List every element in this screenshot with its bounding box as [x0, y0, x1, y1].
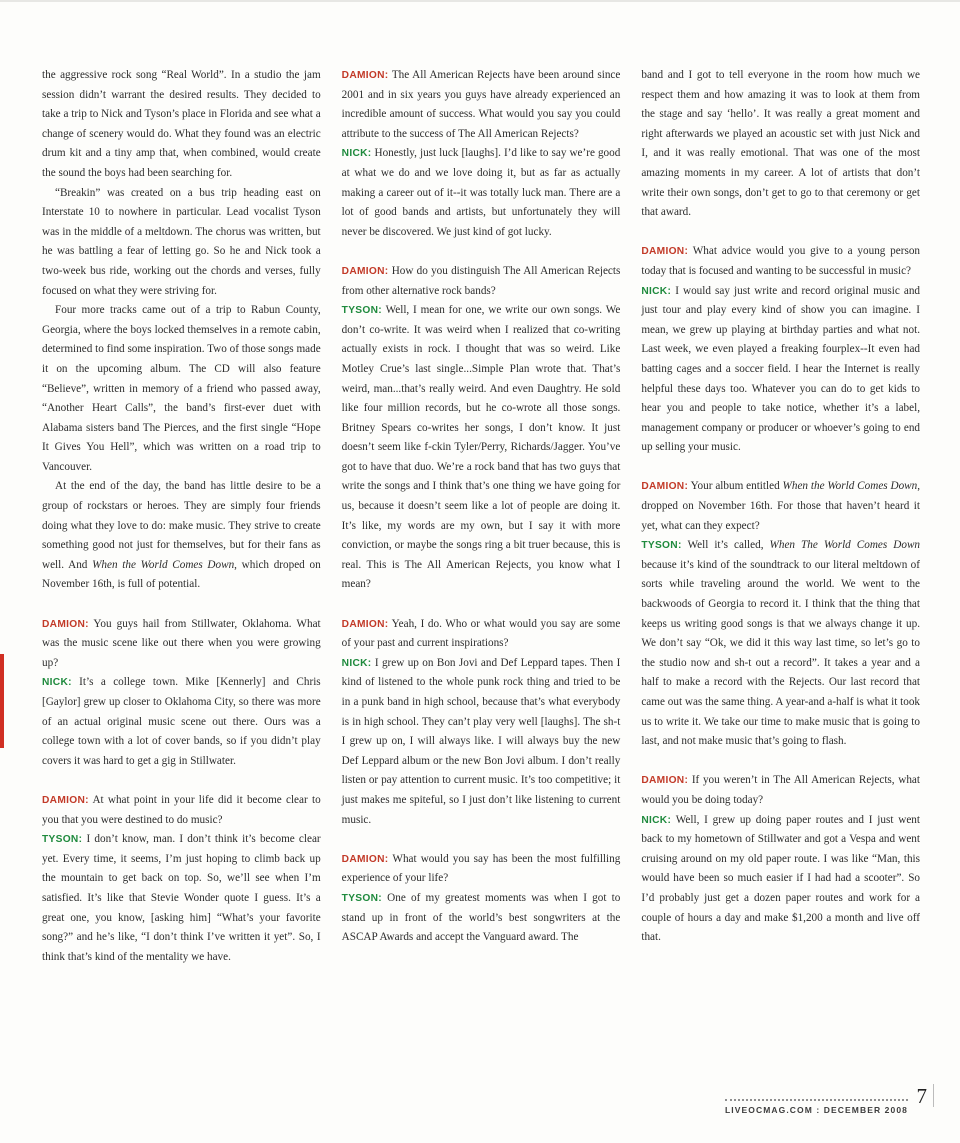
- text-segment: I don’t know, man. I don’t think it’s become clear yet. Every time, it seems, I’m just hoping to climb back up the mountain to get back on top. So, we’ll see when I’m satisfied. It’s like that Stevie Wonder quote I guess. It’s a great one, you know, [asking him] “What’s your favorite song?” and he’s like, “I don’t think I’ve written it yet”. So, I think that’s kind of the mentality we have.: [42, 833, 321, 963]
- speaker-label: DAMION:: [341, 70, 389, 81]
- speaker-label: DAMION:: [341, 265, 389, 277]
- dialogue-paragraph: [641, 282, 920, 458]
- dialogue-paragraph: [641, 536, 920, 752]
- speaker-label: NICK:: [641, 814, 672, 826]
- article-body: [42, 66, 920, 1088]
- text-segment: One of my greatest moments was when I got to stand up in front of the world’s best songwriters at the ASCAP Awards and accept the Vanguard award. The: [341, 891, 621, 944]
- speaker-label: TYSON:: [341, 892, 382, 904]
- dialogue-paragraph: [42, 615, 321, 674]
- text-segment: “Breakin” was created on a bus trip heading east on Interstate 10 to nowhere in particular. Lead vocalist Tyson was in the middle of a meltdown. The chorus was written, but he was battling a fear of letting go. So he and Nick took a two-week bus ride, working out the chords and verses, fully focused on what they were striving for.: [42, 186, 321, 297]
- text-segment: At what point in your life did it become clear to you that you were destined to do music?: [42, 793, 321, 826]
- dialogue-paragraph: [42, 673, 321, 771]
- article-column-3: [641, 66, 920, 1088]
- dialogue-paragraph: [42, 791, 321, 830]
- text-segment: At the end of the day, the band has little desire to be a group of rockstars or heroes. They are simply four friends doing what they love to do: make music. They strive to create something good not just for themselves, but for their fans as well. And: [42, 480, 321, 571]
- text-segment: band and I got to tell everyone in the room how much we respect them and how amazing it was to look at them from the stage and say ‘hello’. It was really a great moment and right afterwards we played an acoustic set with just Nick and I, and it was really emotional. That was one of the most amazing moments in my career. A lot of artists that don’t write their own songs, don’t get to go to that ceremony or get that award.: [641, 69, 920, 219]
- text-segment: because it’s kind of the soundtrack to our literal meltdown of sorts while traveling around the world. We went to the backwoods of Georgia to record it. I think that the thing that keeps us writing good songs is that we always change it up. We don’t say “Ok, we did it this way last time, so let’s go to the studio now and sh-t out a record”. It takes a year and a half to make a record with the Rejects. Our last record that came out was the same thing. A year-and a-half is what it took us to write it. We take our time to make music that is going to last, and not make music that’s going to flash.: [641, 558, 920, 748]
- article-column-2: [342, 66, 621, 1088]
- text-segment: Well it’s called,: [681, 539, 770, 552]
- speaker-label: DAMION:: [42, 794, 89, 806]
- dialogue-paragraph: [342, 262, 621, 301]
- text-segment: I grew up on Bon Jovi and Def Leppard tapes. Then I kind of listened to the whole punk rock thing and tried to be in a punk band in high school, because that’s what everybody is in high school. They can’t play very well [laughs]. The sh-t I grew up on, I will always like. I will always buy the new Def Leppard album or the new Bon Jovi album. I don’t really listen or pay attention to current music. It’s too competitive; it just makes me spiteful, so I just don’t like listening to current music.: [341, 656, 621, 826]
- text-segment: Four more tracks came out of a trip to Rabun County, Georgia, where the boys locked themselves in a remote cabin, determined to find some inspiration. Two of those songs made it on the upcoming album. The CD will also feature “Believe”, written in memory of a friend who passed away, “Another Heart Calls”, the band’s first-ever duet with Alabama sisters band The Pierces, and the first single “Hope It Gives You Hell”, which was written on a road trip to Vancouver.: [42, 304, 321, 473]
- text-segment: When the World Comes Down: [782, 480, 918, 493]
- dialogue-paragraph: [641, 771, 920, 810]
- text-segment: Well, I grew up doing paper routes and I just went back to my hometown of Stillwater and got a Vespa and went cruising around on my old paper route. I was like “Man, this would have been so much easier if I had had a scooter”. So I’d probably just get a dozen paper routes and work for a couple of hours a day and make $1,200 a month and live off that.: [641, 813, 920, 944]
- text-segment: What would you say has been the most fulfilling experience of your life?: [341, 852, 621, 885]
- narrative-paragraph: [641, 66, 920, 223]
- text-segment: , which droped on November 16th, is full of potential.: [42, 558, 321, 591]
- speaker-label: DAMION:: [42, 618, 89, 630]
- dialogue-paragraph: [42, 830, 321, 967]
- speaker-label: DAMION:: [641, 481, 689, 493]
- text-segment: Your album entitled: [688, 480, 783, 493]
- speaker-label: DAMION:: [341, 853, 389, 865]
- text-segment: What advice would you give to a young person today that is focused and wanting to be successful in music?: [641, 245, 920, 277]
- text-segment: , dropped on November 16th. For those that haven’t heard it yet, what can they expect?: [641, 480, 920, 532]
- narrative-paragraph: [42, 66, 321, 184]
- footer-credit: LIVEOCMAG.COM : DECEMBER 2008: [725, 1099, 908, 1115]
- article-column-1: [42, 66, 321, 1088]
- speaker-label: NICK:: [341, 148, 372, 160]
- text-segment: Well, I mean for one, we write our own songs. We don’t co-write. It was weird when I realized that co-writing actually exists in rock. I thought that was so weird. Like Motley Crue’s last single...Simple Plan wrote that. That’s weird, man...that’s really weird. And even Daughtry. He sold like four million records, but he co-wrote all those songs. Britney Spears co-writes her songs, I don’t know. It just doesn’t seem like f-ckin Tyler/Perry, Richards/Jagger. You’ve got to have that duo. We’re a rock band that has two guys that write the songs and I think that’s one thing we have going for us, because it doesn’t seem like a lot of people are doing it. It’s like, my words are my own, but I say it with more conviction, or maybe the songs ring a bit truer because, this is real. This is The All American Rejects, you know what I mean?: [341, 304, 621, 591]
- speaker-label: DAMION:: [341, 618, 389, 630]
- speaker-label: TYSON:: [341, 305, 382, 317]
- text-segment: You guys hail from Stillwater, Oklahoma. What was the music scene like out there when you were growing up?: [42, 617, 321, 669]
- text-segment: the aggressive rock song “Real World”. In a studio the jam session didn’t warrant the desired results. They decided to take a trip to Nick and Tyson’s place in Florida and see what a change of scenery would do. What they found was an electric drum kit and a tiny amp that, when combined, would create the sound the boys had been searching for.: [42, 69, 321, 179]
- page-number: 7: [916, 1084, 927, 1108]
- narrative-paragraph: [42, 301, 321, 477]
- speaker-label: NICK:: [42, 677, 72, 689]
- speaker-label: DAMION:: [641, 246, 689, 258]
- text-segment: The All American Rejects have been around since 2001 and in six years you guys have already experienced an incredible amount of success. What would you say you could attribute to the success of The All American Rejects?: [341, 69, 621, 140]
- text-segment: If you weren’t in The All American Rejects, what would you be doing today?: [641, 774, 920, 806]
- dialogue-paragraph: [342, 889, 621, 948]
- text-segment: How do you distinguish The All American Rejects from other alternative rock bands?: [341, 264, 621, 297]
- narrative-paragraph: [42, 477, 321, 595]
- text-segment: Yeah, I do. Who or what would you say are some of your past and current inspirations?: [341, 617, 621, 650]
- speaker-label: NICK:: [641, 285, 672, 297]
- dialogue-paragraph: [342, 850, 621, 889]
- text-segment: I would say just write and record original music and just tour and play every kind of show you can imagine. I mean, we grew up playing at birthday parties and what not. Last week, we even played a freaking fourplex--It even had batting cages and a soccer field. I hear the Internet is really helpful these days too. Whatever you can do to get kids to hear you and people to take notice, whether it’s a label, management company or producer or whoever’s going to end up selling your music.: [641, 284, 920, 454]
- text-segment: Honestly, just luck [laughs]. I’d like to say we’re good at what we do and we love doing it, but as far as actually making a career out of it--it was totally luck man. There are a lot of good bands and artists, but unfortunately they will never be discovered. We just kind of got lucky.: [341, 147, 621, 238]
- left-accent-bar: [0, 654, 4, 748]
- narrative-paragraph: [42, 184, 321, 302]
- speaker-label: NICK:: [341, 657, 372, 669]
- dialogue-paragraph: [342, 301, 621, 595]
- speaker-label: TYSON:: [641, 540, 682, 552]
- dialogue-paragraph: [342, 615, 621, 654]
- dialogue-paragraph: [641, 242, 920, 281]
- dialogue-paragraph: [342, 144, 621, 242]
- page-number-rule: [933, 1084, 934, 1107]
- dialogue-paragraph: [342, 654, 621, 830]
- text-segment: When the World Comes Down: [92, 558, 235, 571]
- speaker-label: TYSON:: [42, 834, 83, 846]
- dialogue-paragraph: [342, 66, 621, 144]
- dialogue-paragraph: [641, 477, 920, 536]
- dialogue-paragraph: [641, 811, 920, 948]
- speaker-label: DAMION:: [641, 775, 689, 787]
- text-segment: When The World Comes Down: [769, 539, 920, 552]
- text-segment: It’s a college town. Mike [Kennerly] and Chris [Gaylor] grew up closer to Oklahoma City, so there was more of an actual original music scene out there. Ours was a college town with a lot of cover bands, so if you didn’t play covers it was hard to get a gig in Stillwater.: [42, 676, 321, 767]
